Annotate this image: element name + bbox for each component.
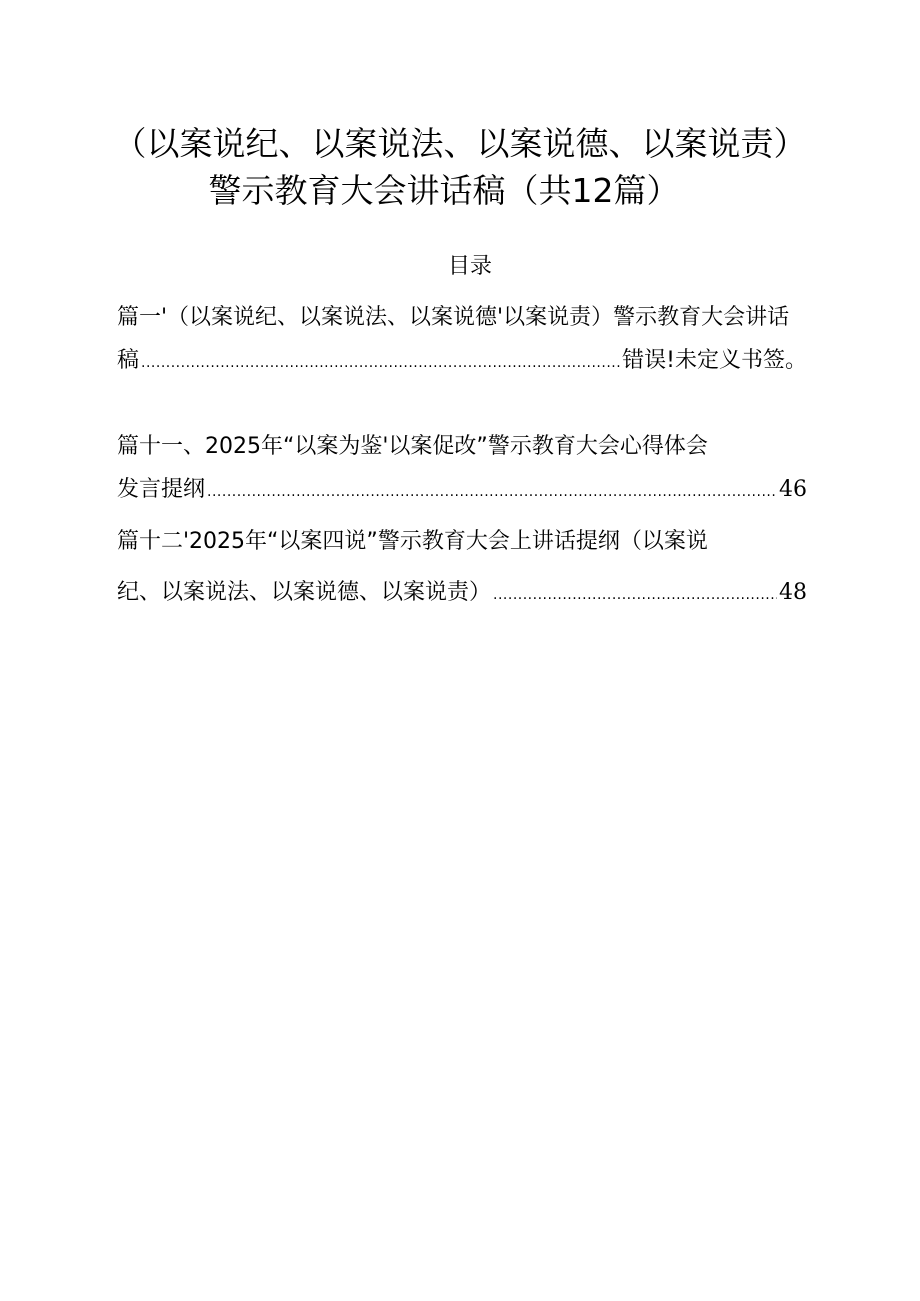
toc-entry-2-line-2[interactable]	[117, 475, 807, 507]
toc-entry-2-line-1[interactable]: 篇十一、2025年“以案为鉴'以案促改”警示教育大会心得体会	[117, 434, 708, 459]
toc-entry-3-text: 纪、以案说法、以案说德、以案说责）	[117, 580, 492, 605]
toc-entry-3-line-1[interactable]: 篇十二'2025年“以案四说”警示教育大会上讲话提纲（以案说	[117, 529, 708, 554]
document-title-line-2: 警示教育大会讲话稿（共12篇）	[208, 171, 680, 210]
toc-entry-3-page: 48	[779, 580, 807, 605]
toc-dot-leader	[141, 348, 620, 378]
toc-entry-1-text: 稿	[117, 348, 140, 373]
toc-dot-leader	[207, 477, 777, 507]
toc-entry-1-line-1[interactable]: 篇一'（以案说纪、以案说法、以案说德'以案说责）警示教育大会讲话	[117, 305, 790, 330]
toc-entry-1-line-2[interactable]	[117, 346, 807, 378]
toc-dot-leader	[493, 580, 777, 610]
toc-entry-2-text: 发言提纲	[117, 477, 206, 502]
toc-entry-1-page: 错误!未定义书签。	[622, 348, 807, 373]
toc-heading: 目录	[447, 254, 492, 279]
toc-entry-2-page: 46	[779, 477, 807, 502]
toc-entry-3-line-2[interactable]	[117, 578, 807, 610]
document-title-line-1: （以案说纪、以案说法、以案说德、以案说责）	[113, 124, 807, 163]
